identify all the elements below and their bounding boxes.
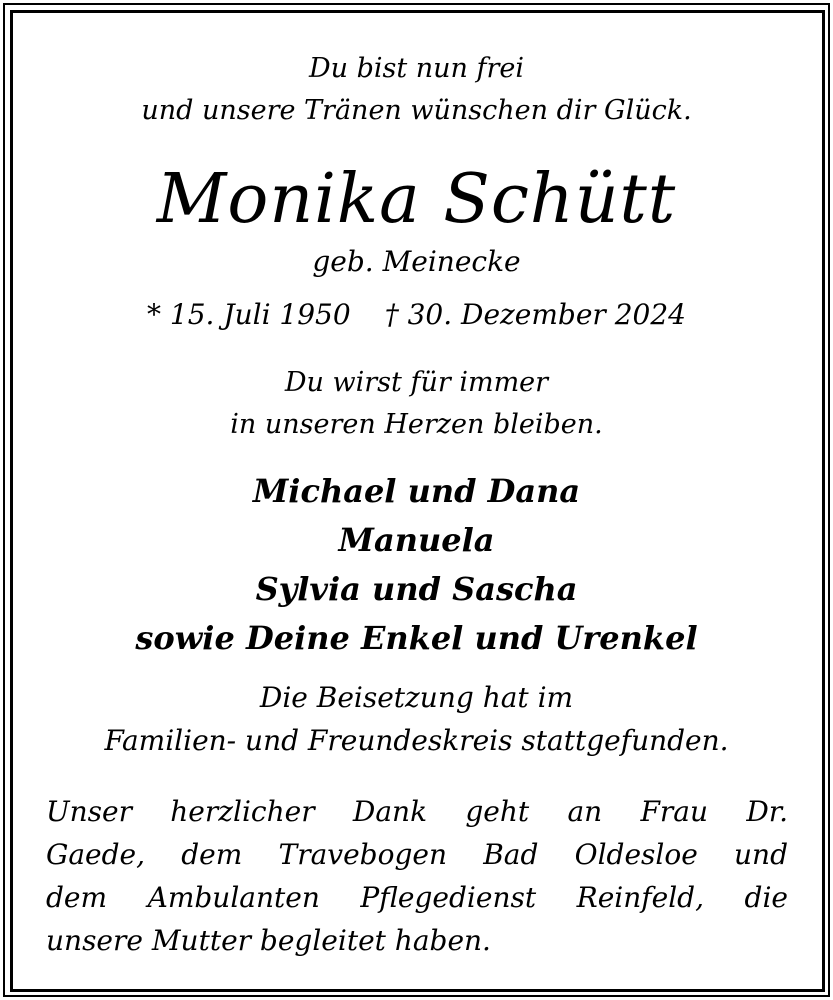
- mourner-line: Manuela: [338, 521, 495, 559]
- opening-verse: [20, 48, 813, 132]
- birth-date: * 15. Juli 1950: [147, 298, 351, 331]
- verse-line: in unseren Herzen bleiben.: [230, 409, 603, 440]
- obituary-notice: [20, 20, 813, 980]
- burial-line: Familien- und Freundeskreis stattgefunden.: [104, 724, 729, 757]
- verse-line: Du bist nun frei: [308, 53, 525, 84]
- burial-note: [20, 676, 813, 762]
- verse-line: Du wirst für immer: [284, 367, 549, 398]
- burial-line: Die Beisetzung hat im: [259, 681, 574, 714]
- verse-line: und unsere Tränen wünschen dir Glück.: [141, 95, 692, 126]
- deceased-name: Monika Schütt: [156, 160, 677, 239]
- mourner-line: sowie Deine Enkel und Urenkel: [135, 619, 698, 657]
- thanks-line: unsere Mutter begleitet haben.: [46, 924, 491, 957]
- thanks-line: dem Ambulanten Pflegedienst Reinfeld, die: [46, 881, 788, 914]
- thanks-line: Gaede, dem Travebogen Bad Oldesloe und: [46, 838, 788, 871]
- acknowledgement: [46, 790, 788, 962]
- thanks-line: Unser herzlicher Dank geht an Frau Dr.: [46, 795, 788, 828]
- mourner-line: Sylvia und Sascha: [255, 570, 578, 608]
- mourners-list: [20, 467, 813, 663]
- death-date: † 30. Dezember 2024: [384, 298, 686, 331]
- birth-name: geb. Meinecke: [312, 245, 521, 278]
- memorial-verse: [20, 362, 813, 446]
- life-dates: [20, 295, 813, 335]
- mourner-line: Michael und Dana: [252, 472, 581, 510]
